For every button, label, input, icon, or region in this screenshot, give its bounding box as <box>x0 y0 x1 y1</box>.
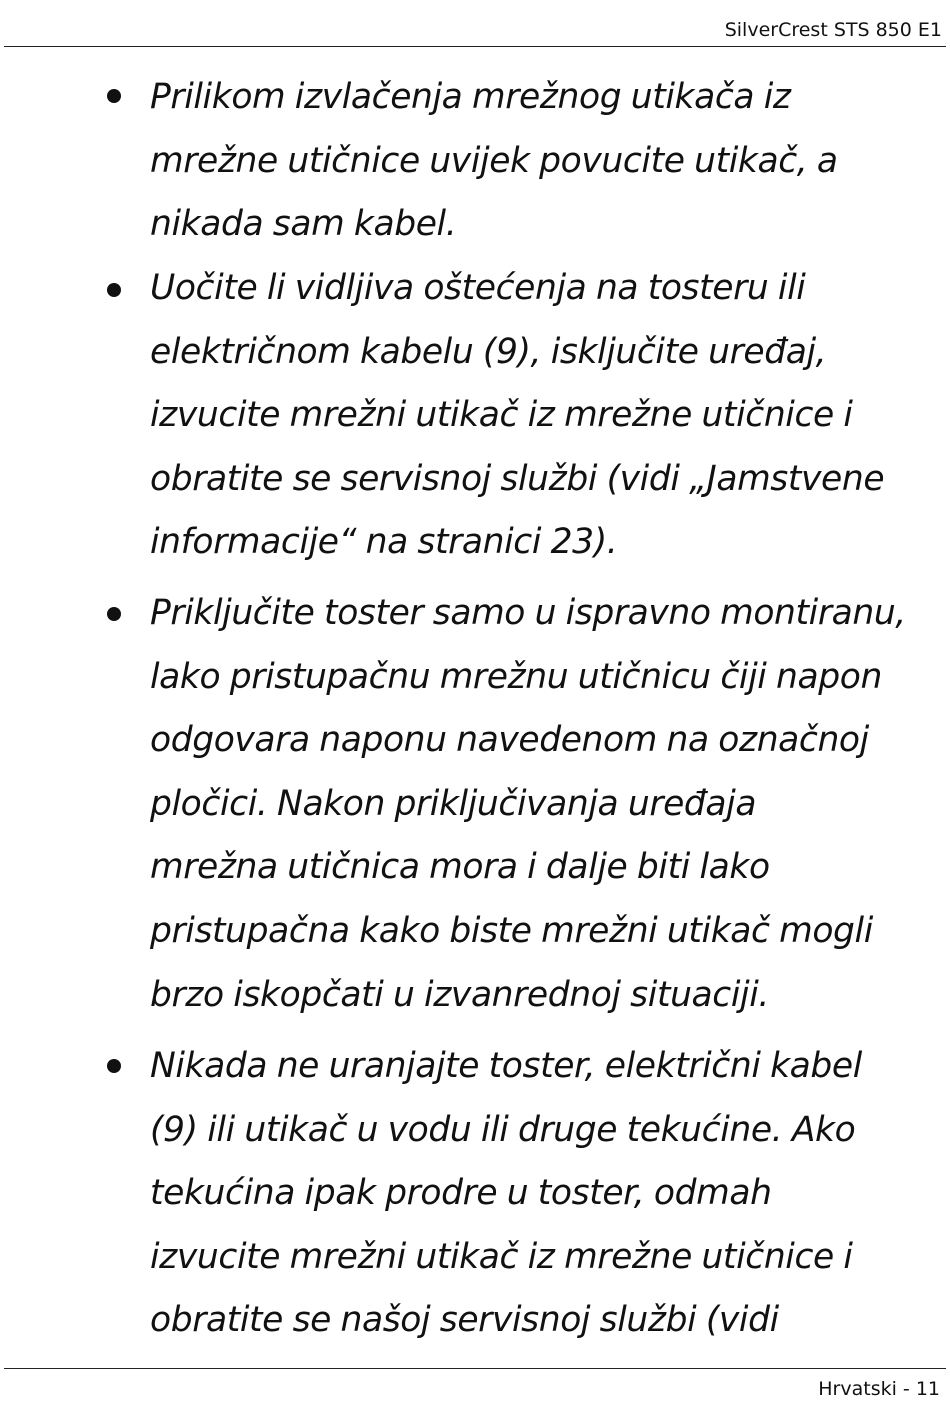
list-item-1 <box>0 66 950 257</box>
list-item-text <box>150 582 935 1027</box>
text-line: izvucite mrežni utikač iz mrežne utičnice i <box>150 1236 853 1277</box>
text-line: izvucite mrežni utikač iz mrežne utičnice i <box>150 395 853 436</box>
header-rule <box>4 46 946 47</box>
list-item-text <box>150 1035 935 1353</box>
text-line: obratite se servisnoj službi (vidi „Jamstvene <box>150 458 885 499</box>
list-item-4 <box>0 1035 950 1353</box>
text-line: Priključite toster samo u ispravno montiranu, <box>150 593 906 633</box>
text-line: tekućina ipak prodre u toster, odmah <box>150 1173 772 1214</box>
footer-rule <box>4 1368 946 1369</box>
text-line: Prilikom izvlačenja mrežnog utikača iz <box>150 77 791 117</box>
bullet-icon <box>107 607 121 621</box>
text-line: brzo iskopčati u izvanrednoj situaciji. <box>150 974 769 1015</box>
text-line: mrežna utičnica mora i dalje biti lako <box>150 847 770 888</box>
page-header <box>0 0 950 48</box>
page-number: Hrvatski - 11 <box>818 1378 940 1400</box>
list-item-text <box>150 66 935 257</box>
text-line: (9) ili utikač u vodu ili druge tekućine. Ako <box>150 1109 856 1150</box>
text-line: Nikada ne uranjajte toster, električni kabel <box>150 1046 862 1086</box>
text-line: električnom kabelu (9), isključite uređaj, <box>150 331 827 372</box>
bullet-icon <box>107 1059 121 1073</box>
header-title: SilverCrest STS 850 E1 <box>724 19 942 41</box>
bullet-icon <box>107 283 121 297</box>
text-line: mrežne utičnice uvijek povucite utikač, a <box>150 140 838 181</box>
text-line: informacije“ na stranici 23). <box>150 522 618 563</box>
text-line: lako pristupačnu mrežnu utičnicu čiji napon <box>150 656 882 697</box>
list-item-3 <box>0 582 950 1027</box>
text-line: obratite se našoj servisnoj službi (vidi <box>150 1300 779 1341</box>
text-line: pločici. Nakon priključivanja uređaja <box>150 783 757 824</box>
list-item-text <box>150 257 935 575</box>
text-line: pristupačna kako biste mrežni utikač mogli <box>150 910 873 951</box>
text-line: nikada sam kabel. <box>150 204 457 245</box>
text-line: Uočite li vidljiva oštećenja na tosteru ili <box>150 268 806 308</box>
bullet-icon <box>107 89 121 103</box>
text-line: odgovara naponu navedenom na označnoj <box>150 720 869 761</box>
list-item-2 <box>0 257 950 575</box>
